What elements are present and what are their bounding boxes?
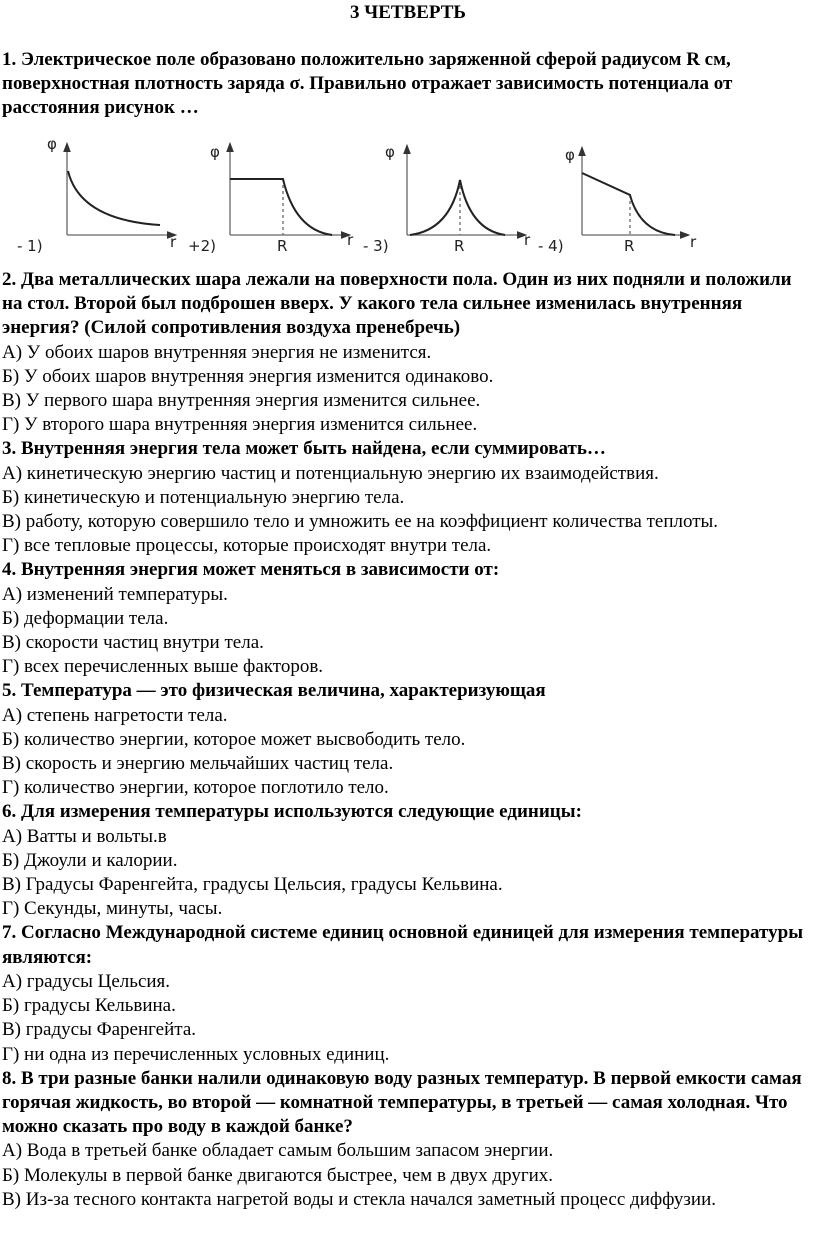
answer-option: Г) всех перечисленных выше факторов. (2, 656, 324, 678)
option-label: +2) (188, 237, 216, 255)
answer-option: Б) деформации тела. (2, 607, 169, 629)
question-1: 1. Электрическое поле образовано положительно заряженной сферой радиусом R см, поверхностная плотность заряда σ. Правильно отражает зависимость потенциала от расстояния рисунок … (2, 49, 733, 119)
answer-option: В) Градусы Фаренгейта, градусы Цельсия, градусы Кельвина. (2, 874, 503, 896)
answer-option: А) У обоих шаров внутренняя энергия не изменится. (2, 341, 432, 363)
potential-graphs (0, 135, 816, 265)
answer-option: А) Вода в третьей банке обладает самым большим запасом энергии. (2, 1140, 554, 1162)
phi-label: φ (210, 143, 220, 161)
answer-option: Б) градусы Кельвина. (2, 995, 176, 1017)
R-label: R (454, 237, 465, 255)
option-label: - 4) (538, 237, 564, 255)
curve-4 (582, 173, 675, 235)
curve-1 (68, 171, 160, 225)
option-label: - 1) (17, 237, 43, 255)
question-text: 5. Температура — это физическая величина, характеризующая (2, 680, 546, 702)
answer-option: В) У первого шара внутренняя энергия изменится сильнее. (2, 390, 481, 412)
phi-label: φ (47, 135, 57, 153)
r-label: r (170, 233, 177, 251)
answer-option: А) градусы Цельсия. (2, 970, 171, 992)
answer-option: Б) количество энергии, которое может высвободить тело. (2, 728, 466, 750)
answer-option: В) работу, которую совершило тело и умножить ее на коэффициент количества теплоты. (2, 511, 719, 533)
answer-option: Б) Молекулы в первой банке двигаются быстрее, чем в двух других. (2, 1164, 554, 1186)
answer-option: Г) Секунды, минуты, часы. (2, 898, 223, 920)
phi-label: φ (385, 143, 395, 161)
r-label: r (690, 233, 697, 251)
question-text: 6. Для измерения температуры используются следующие единицы: (2, 801, 582, 823)
answer-option: А) кинетическую энергию частиц и потенциальную энергию их взаимодействия. (2, 462, 659, 484)
answer-option: Г) все тепловые процессы, которые происходят внутри тела. (2, 535, 492, 557)
question-text: 2. Два металлических шара лежали на поверхности пола. Один из них подняли и положили на стол. Второй был подброшен вверх. У какого тела сильнее изменилась внутренняя энергия? (Силой сопротивления воздуха пренебречь) (2, 269, 792, 339)
R-label: R (277, 237, 288, 255)
answer-option: В) Из-за тесного контакта нагретой воды и стекла начался заметный процесс диффузии. (2, 1188, 717, 1210)
phi-label: φ (565, 146, 575, 164)
answer-option: В) скорость и энергию мельчайших частиц тела. (2, 753, 394, 775)
question-text: 8. В три разные банки налили одинаковую воду разных температур. В первой емкости самая горячая жидкость, во второй — комнатной температуры, в третьей — самая холодная. Что можно сказать про воду в каждой банке? (2, 1067, 802, 1138)
answer-option: Г) ни одна из перечисленных условных единиц. (2, 1043, 390, 1065)
r-label: r (347, 231, 354, 249)
curve-3 (410, 180, 505, 235)
answer-option: Б) Джоули и калории. (2, 849, 178, 871)
answer-option: А) Ватты и вольты.в (2, 825, 167, 847)
answer-option: В) градусы Фаренгейта. (2, 1019, 196, 1041)
option-label: - 3) (363, 237, 389, 255)
page-title: 3 ЧЕТВЕРТЬ (350, 2, 466, 23)
answer-option: Б) У обоих шаров внутренняя энергия изменится одинаково. (2, 365, 494, 387)
r-label: r (524, 231, 531, 249)
answer-option: Г) количество энергии, которое поглотило тело. (2, 777, 389, 799)
questions-list (2, 268, 812, 1212)
curve-2 (230, 179, 332, 235)
question-text: 3. Внутренняя энергия тела может быть найдена, если суммировать… (2, 438, 606, 460)
answer-option: А) степень нагретости тела. (2, 704, 228, 726)
answer-option: В) скорости частиц внутри тела. (2, 632, 264, 654)
answer-option: Г) У второго шара внутренняя энергия изменится сильнее. (2, 414, 478, 436)
question-text: 7. Согласно Международной системе единиц основной единицей для измерения температуры являются: (2, 922, 804, 968)
answer-option: Б) кинетическую и потенциальную энергию тела. (2, 486, 405, 508)
question-text: 4. Внутренняя энергия может меняться в зависимости от: (2, 559, 500, 581)
answer-option: А) изменений температуры. (2, 583, 228, 605)
R-label: R (624, 237, 635, 255)
